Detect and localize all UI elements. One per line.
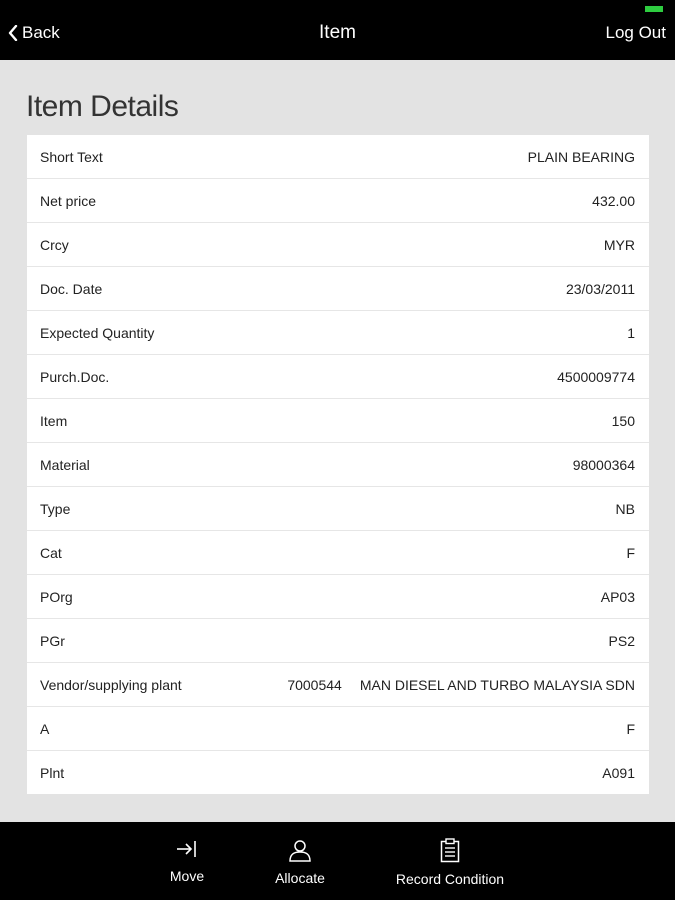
detail-row-vendor (27, 663, 649, 707)
detail-label: Plnt (40, 764, 65, 781)
detail-label: A (40, 720, 50, 737)
detail-row-short-text (27, 135, 649, 179)
vendor-name: MAN DIESEL AND TURBO MALAYSIA SDN (359, 676, 635, 693)
detail-value: 432.00 (592, 192, 635, 209)
detail-label: Short Text (40, 148, 103, 165)
detail-value: F (626, 720, 635, 737)
detail-label: Expected Quantity (40, 324, 155, 341)
detail-value: F (626, 544, 635, 561)
detail-label: Type (40, 500, 71, 517)
detail-value (182, 677, 635, 693)
detail-value: PS2 (608, 632, 635, 649)
detail-value: PLAIN BEARING (527, 148, 635, 165)
page-title: Item (319, 22, 356, 43)
clipboard-icon (440, 838, 460, 863)
section-title: Item Details (26, 90, 179, 123)
detail-row-currency (27, 223, 649, 267)
detail-label: POrg (40, 588, 73, 605)
record-condition-label: Record Condition (395, 871, 505, 887)
detail-row-doc-date (27, 267, 649, 311)
detail-row-cat (27, 531, 649, 575)
detail-label: Cat (40, 544, 62, 561)
details-list (27, 135, 649, 794)
detail-row-type (27, 487, 649, 531)
back-button-label: Back (22, 23, 60, 42)
record-condition-button[interactable] (393, 838, 507, 887)
vendor-code: 7000544 (287, 676, 342, 693)
detail-label: Purch.Doc. (40, 368, 110, 385)
detail-row-item (27, 399, 649, 443)
detail-label: PGr (40, 632, 65, 649)
move-icon (175, 838, 199, 860)
battery-indicator (645, 6, 663, 12)
move-label: Move (169, 868, 205, 884)
detail-label: Net price (40, 192, 97, 209)
detail-value: 1 (627, 324, 635, 341)
detail-row-pgr (27, 619, 649, 663)
bottom-toolbar (0, 822, 675, 900)
detail-value: 23/03/2011 (565, 280, 635, 297)
detail-row-porg (27, 575, 649, 619)
logout-button[interactable]: Log Out (605, 23, 666, 42)
detail-value: AP03 (600, 588, 635, 605)
detail-label: Doc. Date (40, 280, 103, 297)
allocate-button[interactable] (271, 838, 329, 886)
detail-value: NB (615, 500, 635, 517)
detail-row-net-price (27, 179, 649, 223)
detail-value: A091 (602, 764, 635, 781)
detail-row-purch-doc (27, 355, 649, 399)
detail-row-expected-quantity (27, 311, 649, 355)
detail-row-a (27, 707, 649, 751)
detail-label: Crcy (40, 236, 69, 253)
detail-label: Item (40, 412, 68, 429)
detail-value: 150 (611, 412, 635, 429)
nav-bar (0, 0, 675, 60)
allocate-label: Allocate (275, 870, 325, 886)
move-button[interactable] (168, 838, 206, 884)
detail-row-material (27, 443, 649, 487)
detail-label: Vendor/supplying plant (40, 676, 182, 693)
detail-label: Material (40, 456, 90, 473)
detail-value: 98000364 (572, 456, 635, 473)
detail-value: 4500009774 (557, 368, 635, 385)
person-icon (288, 838, 312, 862)
detail-row-plant (27, 751, 649, 794)
detail-value: MYR (603, 236, 635, 253)
